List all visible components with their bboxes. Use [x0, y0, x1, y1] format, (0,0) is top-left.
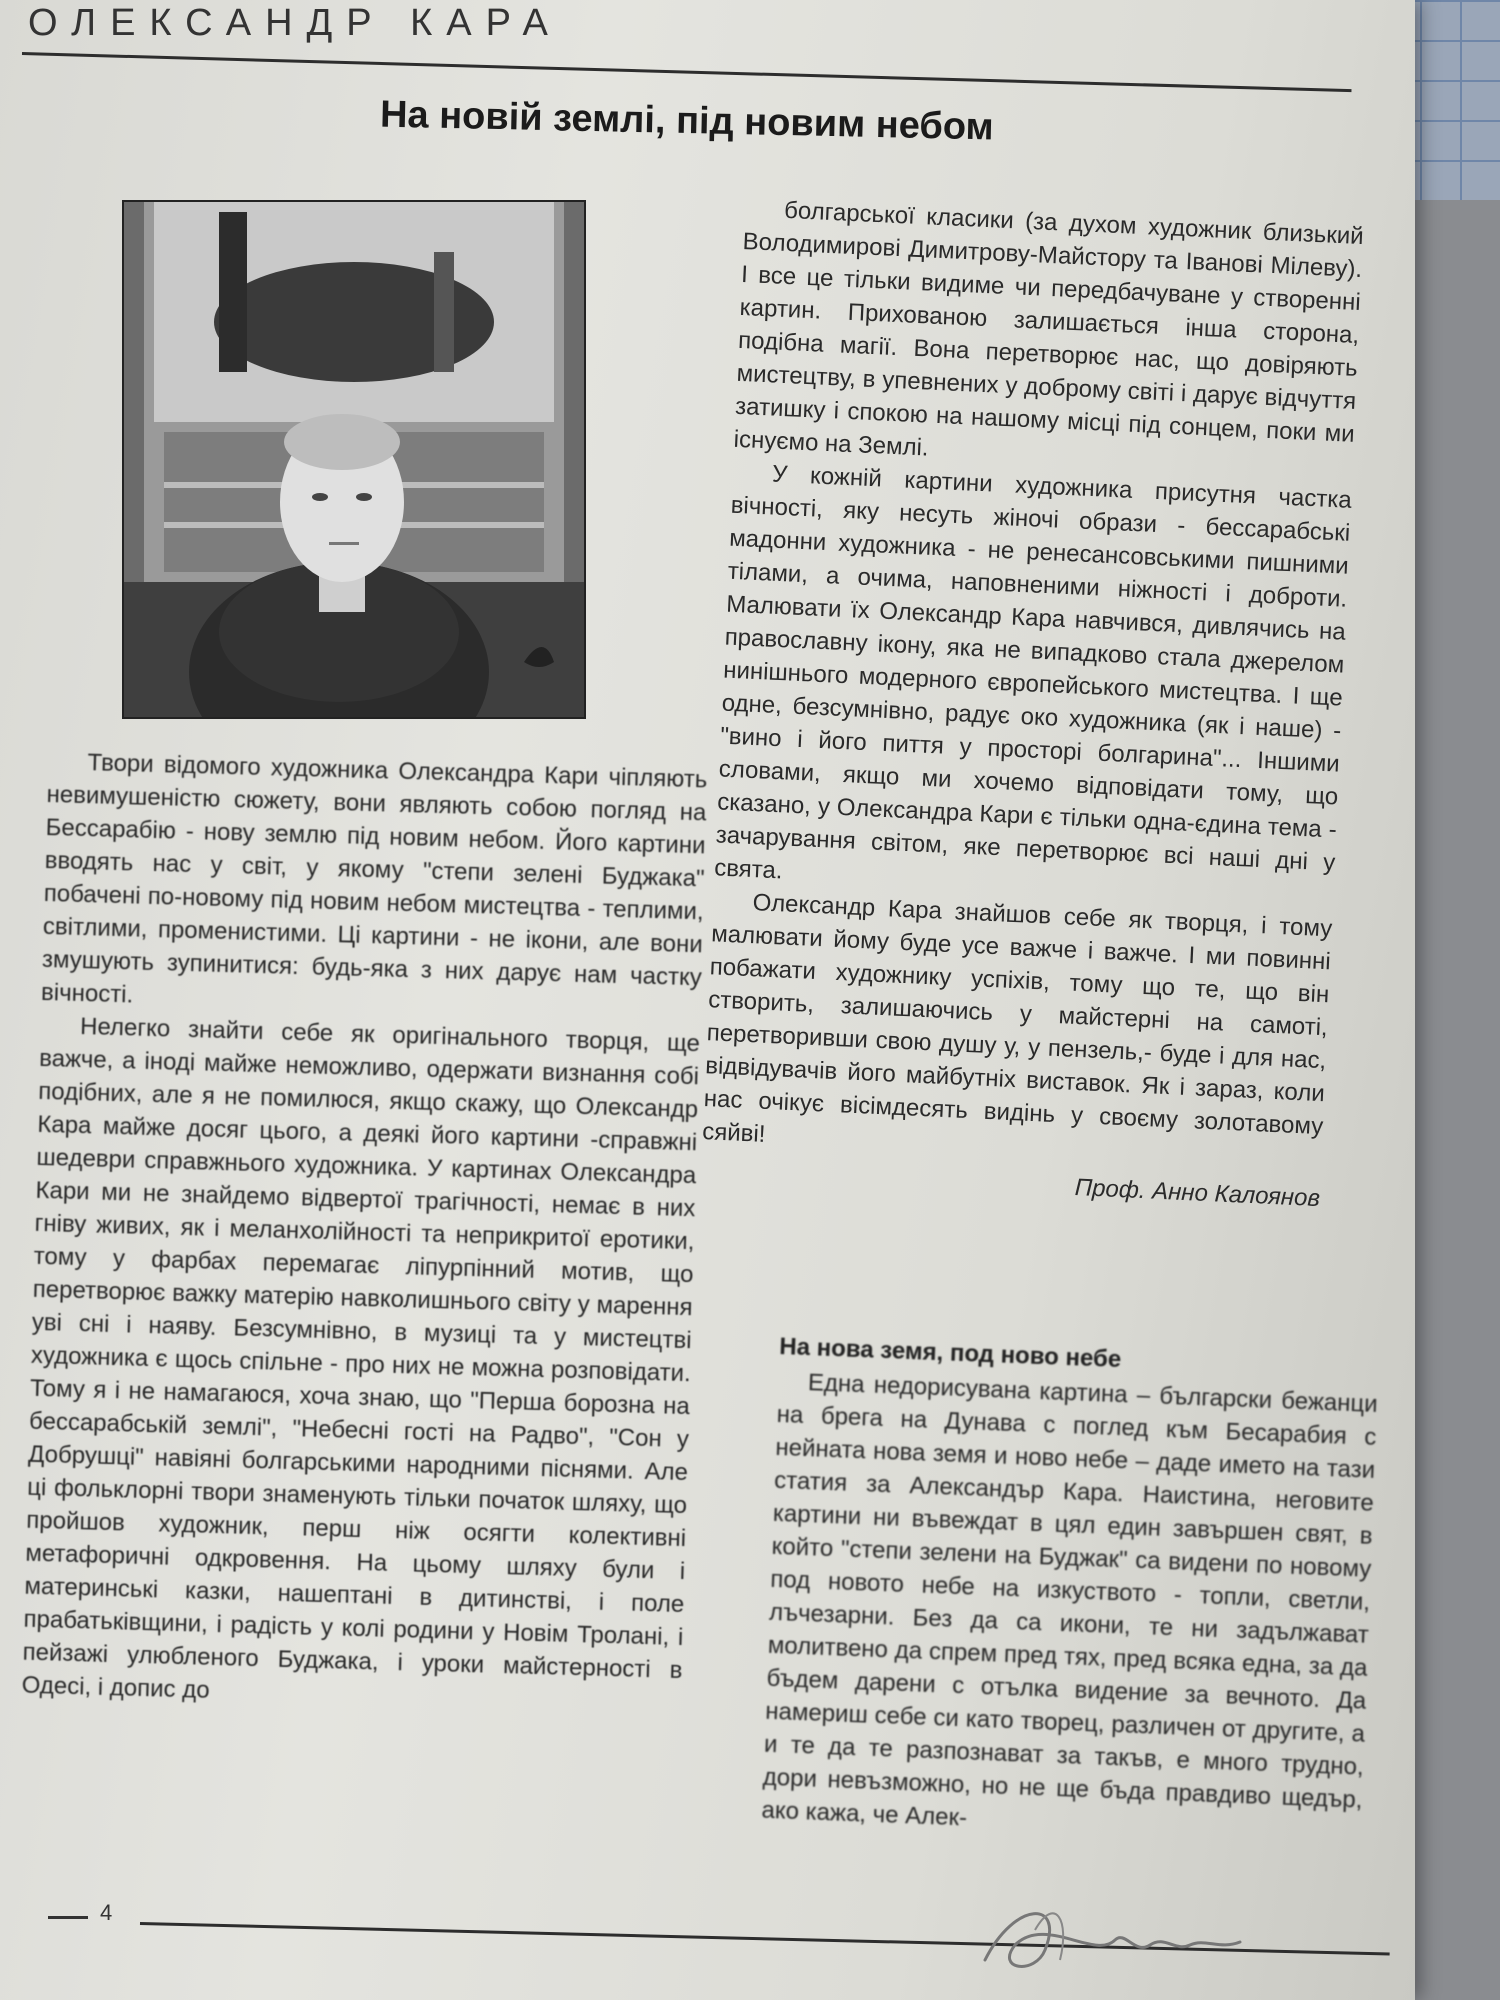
ukrainian-text-right-column [700, 192, 1365, 1215]
bulgarian-text-section [761, 1330, 1380, 1850]
ukrainian-text-left-column [21, 745, 707, 1720]
paragraph: Олександр Кара знайшов себе як творця, і тому малювати йому буде усе важче і важче. І ми повинні побажати художнику успіхів, тому що те, що він створить, залишаючись у майстерні на самоті, перетворивши свою душу у, у пензель,- буде і для нас, відвідувачів його майбутніх виставок. Як і зараз, коли нас очікує вісімдесять видінь у своєму золотавому сяйві! [701, 889, 1333, 1148]
paragraph: У кожній картини художника присутня частка вічності, яку несуть жіночі образи - бессарабські мадонни художника - не ренесансовськими пишними тілами, а очима, наповненими ніжності і доброти. Малювати їх Олександр Кара навчився, дивлячись на православну ікону, яка не випадково стала джерелом нинішнього модерного європейського мистецтва. І ще одне, безсумнівно, радує око художника (як і наше) - "вино і його пиття у просторі болгарина"... Іншими словами, якщо ми хочемо відповідати тому, що сказано, у Олександра Кари є тільки одна-єдина тема - зачарування світом, яке перетворює всі наші дні у свята. [713, 460, 1353, 885]
article-title: На новій землі, під новим небом [379, 93, 995, 149]
page-number: 4 [100, 1900, 113, 1925]
author-signature: Проф. Анно Калоянов [1074, 1173, 1321, 1213]
paragraph: Твори відомого художника Олександра Кари чіпляють невимушеністю сюжету, вони являють собою погляд на Бессарабію - нову землю під новим небом. Його картини вводять нас у світ, у якому "степи зелені Буджака" побачені по-новому під новим небом мистецтва - теплими, світлими, променистими. Ці картини - не ікони, але вони змушують зупинитися: будь-яка з них дарує нам частку вічності. [40, 749, 708, 1009]
header-rule [22, 52, 1352, 92]
artist-portrait-photo [122, 200, 586, 719]
footer-dash [48, 1916, 88, 1919]
running-header-author: ОЛЕКСАНДР КАРА [28, 2, 562, 44]
signature-flourish [975, 1890, 1255, 1985]
paragraph: Нелегко знайти себе як оригінального творця, ще важче, а іноді майже неможливо, одержати визнання собі подібних, але я не помилюся, якщо скажу, що Олександр Кара майже досяг цього, а деякі його картини -справжні шедеври справжнього художника. У картинах Олександра Кари ми не знайдемо відвертої трагічності, немає в них гніву живих, як і меланхолійності та неприкритої еротики, тому у фарбах перемагає ліпурпінний мотив, що перетворює важку матерію навколишнього світу у марення уві сні і наяву. Безсумнівно, в музиці та у мистецтві художника є щось спільне - про них не можна розповідати. Тому я і не намагаюся, хоча знаю, що "Перша борозна на бессарабській землі", "Небесні гості на Радво", "Сон у Добрушці" навіяні болгарськими народними піснями. Але ці фольклорні твори знаменують тільки початок шляху, що пройшов художник, перш ніж осягти колективні метафоричні одкровення. На цьому шляху були і материнські казки, нашептані в дитинстві, і поле прабатьківщини, і радість у колі родини у Новім Тролані, і пейзажі улюбленого Буджака, і уроки майстерності в Одесі, і допис до [21, 1013, 701, 1704]
paragraph: Една недорисувана картина – български бежанци на брега на Дунава с поглед към Бесарабия с нейната нова земя и ново небе – даде името на тази статия за Александър Кара. Наистина, неговите картини ни въвеждат в цял един завършен свят, в който "степи зелени на Буджак" са видени по новому под новото небе на изкуството - топли, светли, лъчезарни. Без да са икони, те ни задължават молитвено да спрем пред тях, пред всяка една, за да бъдем дарени с отълка видение за вечното. Да намериш себе си като творец, различен от другите, а и те да те разпознават за такъв, е много трудно, дори невъзможно, но не ще бъда правдиво щедър, ако кажа, че Алек- [761, 1369, 1379, 1832]
bulgarian-heading: На нова земя, под ново небе [778, 1332, 1122, 1374]
paragraph: болгарської класики (за духом художник близький Володимирові Димитрову-Майстору та Іванові Мілеву). І все це тільки видиме чи передбачуване у створенні картин. Прихованою залишається інша сторона, подібна магії. Вона перетворює нас, що довіряють мистецтву, в упевнених у доброму світі і дарує відчуття затишку і спокою на нашому місці під сонцем, поки ми існуємо на Землі. [733, 196, 1365, 462]
